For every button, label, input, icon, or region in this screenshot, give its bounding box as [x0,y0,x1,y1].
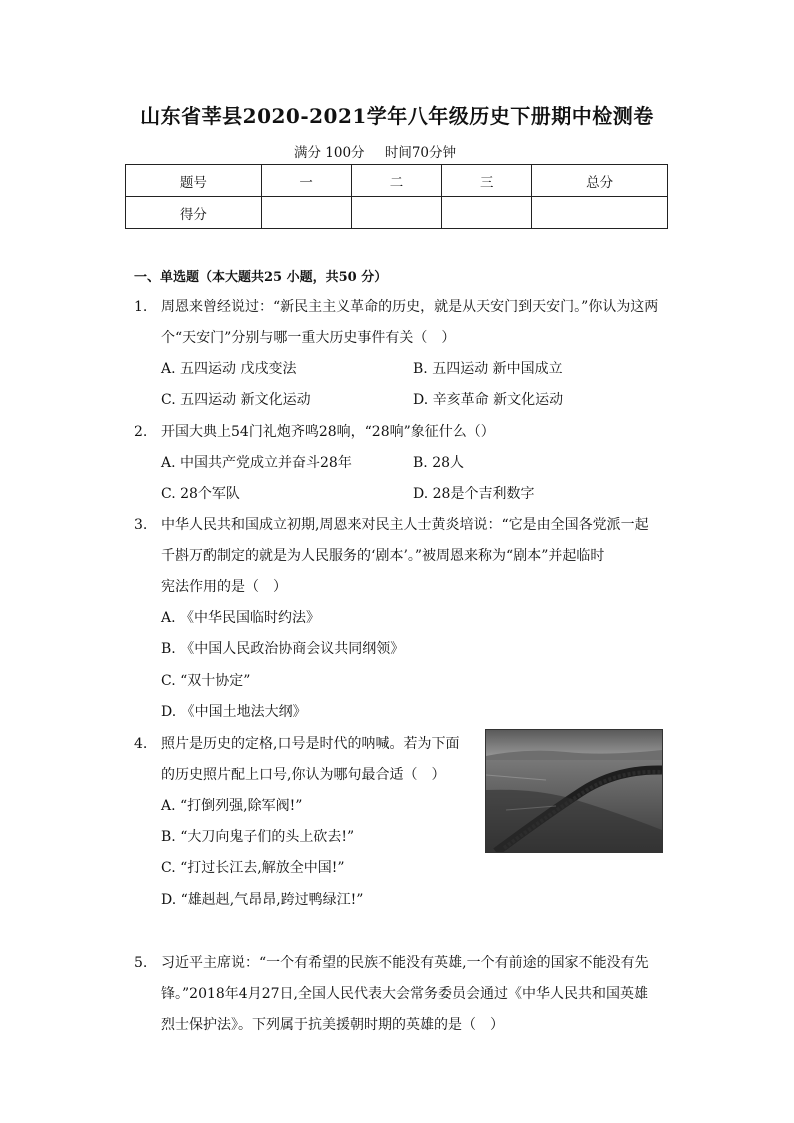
score-cell: 总分 [532,165,668,197]
page-title: 山东省莘县2020-2021学年八年级历史下册期中检测卷 [140,104,654,128]
river-crossing-photo-image [486,730,662,852]
question-text: 宪法作用的是（ ） [161,579,287,595]
option-c[interactable]: C. “双十协定” [161,673,251,689]
score-table [125,164,668,229]
exam-time: 时间70分钟 [384,145,457,161]
question-text: 习近平主席说：“一个有希望的民族不能没有英雄,一个有前途的国家不能没有先 [161,955,649,971]
option-d[interactable]: D. “雄赳赳,气昂昂,跨过鸭绿江!” [161,892,364,908]
score-cell: 题号 [126,165,262,197]
option-b[interactable]: B. 五四运动 新中国成立 [413,361,563,377]
question-text: 锋。”2018年4月27日,全国人民代表大会常务委员会通过《中华人民共和国英雄 [161,986,648,1002]
question-text: 中华人民共和国成立初期,周恩来对民主人士黄炎培说：“它是由全国各党派一起 [161,517,649,533]
score-input-cell[interactable] [442,197,532,229]
historical-photo [485,729,663,853]
score-input-cell[interactable] [532,197,668,229]
score-cell: 得分 [126,197,262,229]
question-text: 开国大典上54门礼炮齐鸣28响，“28响”象征什么（） [161,424,495,440]
question-text: 照片是历史的定格,口号是时代的呐喊。若为下面 [161,736,460,752]
option-a[interactable]: A. “打倒列强,除军阀!” [161,798,303,814]
question-text: 个“天安门”分别与哪一重大历史事件有关（ ） [161,330,456,346]
question-number: 4. [134,736,148,752]
score-cell: 三 [442,165,532,197]
section-title: 一、单选题（本大题共25 小题，共50 分） [134,270,388,285]
question-text: 的历史照片配上口号,你认为哪句最合适（ ） [161,767,446,783]
option-b[interactable]: B. 28人 [413,455,465,471]
option-b[interactable]: B. “大刀向鬼子们的头上砍去!” [161,829,355,845]
question-text: 烈士保护法》。下列属于抗美援朝时期的英雄的是（ ） [161,1017,504,1033]
question-text: 周恩来曾经说过：“新民主主义革命的历史，就是从天安门到天安门。”你认为这两 [161,299,659,315]
score-cell: 二 [351,165,442,197]
question-number: 5. [134,955,148,971]
question-number: 3. [134,517,148,533]
option-d[interactable]: D. 28是个吉利数字 [413,486,535,502]
score-table-score-row [126,197,668,229]
score-table-header-row [126,165,668,197]
question-text: 千斟万酌制定的就是为人民服务的‘剧本’。”被周恩来称为“剧本”并起临时 [161,548,605,564]
option-d[interactable]: D. 《中国土地法大纲》 [161,704,307,720]
option-b[interactable]: B. 《中国人民政治协商会议共同纲领》 [161,641,405,657]
score-input-cell[interactable] [261,197,351,229]
option-a[interactable]: A. 《中华民国临时约法》 [161,610,321,626]
question-number: 1. [134,299,148,315]
option-c[interactable]: C. 28个军队 [161,486,240,502]
option-a[interactable]: A. 五四运动 戊戌变法 [161,361,297,377]
full-marks: 满分 100分 [293,145,365,161]
score-cell: 一 [261,165,351,197]
score-input-cell[interactable] [351,197,442,229]
option-c[interactable]: C. “打过长江去,解放全中国!” [161,860,345,876]
option-a[interactable]: A. 中国共产党成立并奋斗28年 [161,455,352,471]
question-number: 2. [134,424,148,440]
option-c[interactable]: C. 五四运动 新文化运动 [161,392,311,408]
exam-info [0,141,750,161]
option-d[interactable]: D. 辛亥革命 新文化运动 [413,392,564,408]
